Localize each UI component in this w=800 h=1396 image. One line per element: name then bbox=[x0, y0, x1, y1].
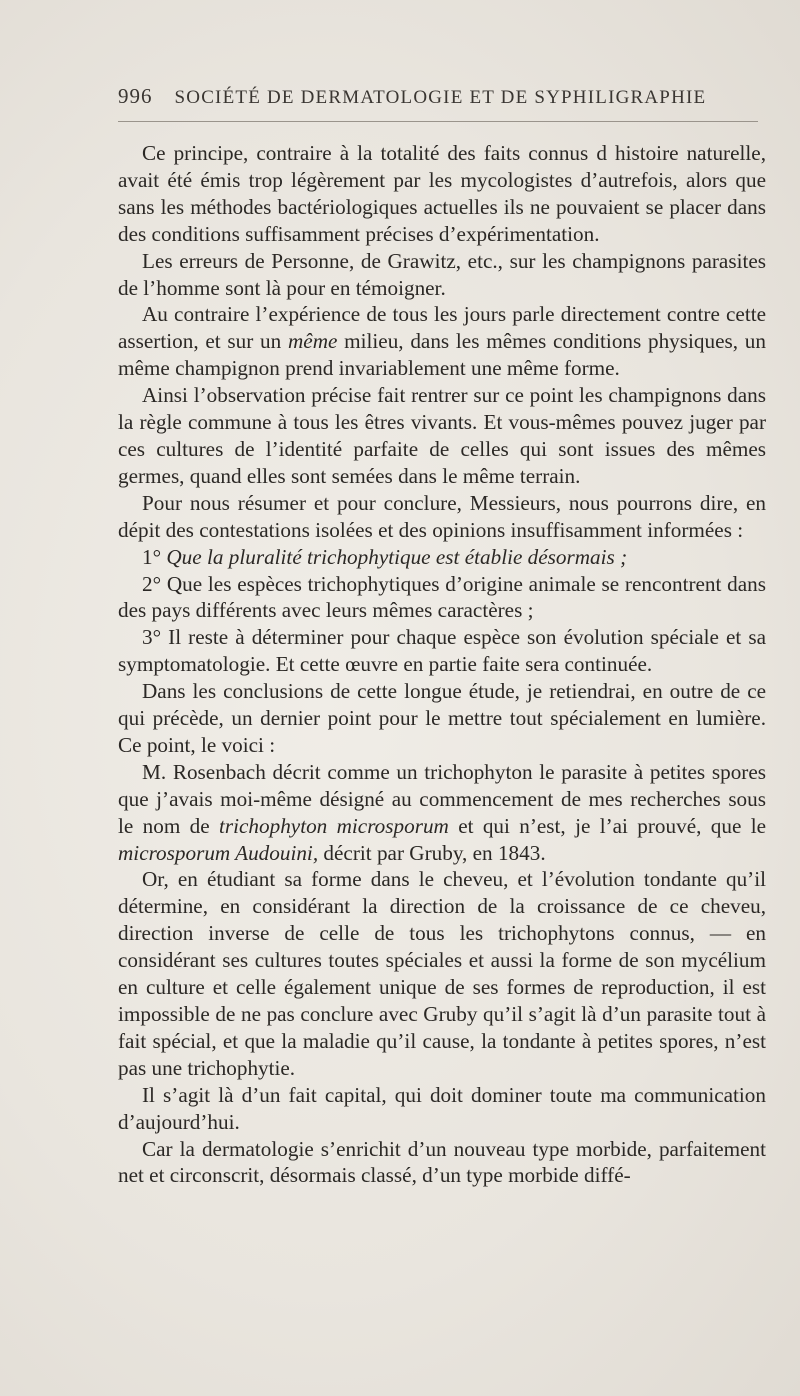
text-run: 2° Que les espèces trichophytiques d’origine animale se rencontrent dans des pays différents avec leurs mêmes caractères ; bbox=[118, 571, 766, 623]
paragraph bbox=[118, 759, 766, 867]
page-header bbox=[118, 84, 718, 109]
paragraph bbox=[118, 678, 766, 759]
text-run: Ce principe, contraire à la totalité des faits connus d histoire naturelle, avait été émis trop légèrement par les mycologistes d’autrefois, alors que sans les méthodes bactériologiques actuelles ils ne pouvaient se placer dans des conditions suffisamment précises d’expérimentation. bbox=[118, 141, 766, 246]
running-title: SOCIÉTÉ DE DERMATOLOGIE ET DE SYPHILIGRAPHIE bbox=[174, 87, 707, 108]
text-run: Au contraire l’expérience de tous les jours parle directement contre cette assertion, et sur un bbox=[118, 302, 766, 354]
page-number: 996 bbox=[118, 84, 153, 108]
paragraph bbox=[118, 1082, 766, 1136]
italic-text: Que la pluralité trichophytique est établie désormais ; bbox=[166, 544, 628, 569]
text-run: et qui n’est, je l’ai prouvé, que le bbox=[448, 813, 766, 838]
paragraph bbox=[118, 624, 766, 678]
paragraph bbox=[118, 382, 766, 490]
italic-text: même bbox=[287, 329, 338, 354]
text-run: Il s’agit là d’un fait capital, qui doit dominer toute ma communication d’aujourd’hui. bbox=[118, 1082, 766, 1134]
paragraph bbox=[118, 140, 766, 248]
paragraph bbox=[118, 544, 766, 571]
paragraph bbox=[118, 301, 766, 382]
text-run: 3° Il reste à déterminer pour chaque espèce son évolution spéciale et sa symptomatologie. Et cette œuvre en partie faite sera continuée. bbox=[118, 625, 766, 677]
text-run: Car la dermatologie s’enrichit d’un nouveau type morbide, parfaitement net et circonscrit, désormais classé, d’un type morbide diffé- bbox=[118, 1136, 766, 1188]
paragraph bbox=[118, 248, 766, 302]
italic-text: trichophyton microsporum bbox=[219, 813, 449, 838]
text-run: milieu, dans les mêmes conditions physiques, un même champignon prend invariablement une même forme. bbox=[118, 329, 766, 381]
text-run: Dans les conclusions de cette longue étude, je retiendrai, en outre de ce qui précède, un dernier point pour le mettre tout spécialement en lumière. Ce point, le voici : bbox=[118, 679, 766, 757]
text-run: 1° bbox=[142, 544, 167, 569]
paragraph bbox=[118, 866, 766, 1081]
text-run: Or, en étudiant sa forme dans le cheveu, et l’évolution tondante qu’il détermine, en considérant la direction de la croissance de ce cheveu, direction inverse de celle de tous les trichophytons connus, — en considérant ses cultures toutes spéciales et aussi la forme de son mycélium en culture et celle également unique de ses formes de reproduction, il est impossible de ne pas conclure avec Gruby qu’il s’agit là d’un parasite tout à fait spécial, et que la maladie qu’il cause, la tondante à petites spores, n’est pas une trichophytie. bbox=[118, 867, 766, 1080]
text-run: Ainsi l’observation précise fait rentrer sur ce point les champignons dans la règle commune à tous les êtres vivants. Et vous-mêmes pouvez juger par ces cultures de l’identité parfaite de celles qui sont issues des mêmes germes, quand elles sont semées dans le même terrain. bbox=[118, 383, 766, 488]
text-run: Les erreurs de Personne, de Grawitz, etc., sur les champignons parasites de l’homme sont là pour en témoigner. bbox=[118, 248, 766, 300]
header-rule bbox=[118, 121, 758, 122]
paragraph bbox=[118, 571, 766, 625]
paragraph bbox=[118, 490, 766, 544]
text-run: décrit par Gruby, en 1843. bbox=[318, 840, 546, 865]
italic-text: microsporum Audouini, bbox=[118, 840, 319, 865]
text-run: M. Rosenbach décrit comme un trichophyton le parasite à petites spores que j’avais moi-même désigné au commencement de mes recherches sous le nom de bbox=[118, 759, 766, 838]
text-run: Pour nous résumer et pour conclure, Messieurs, nous pourrons dire, en dépit des contestations isolées et des opinions insuffisamment informées : bbox=[118, 490, 766, 542]
body-text bbox=[118, 140, 766, 1189]
paragraph bbox=[118, 1136, 766, 1190]
